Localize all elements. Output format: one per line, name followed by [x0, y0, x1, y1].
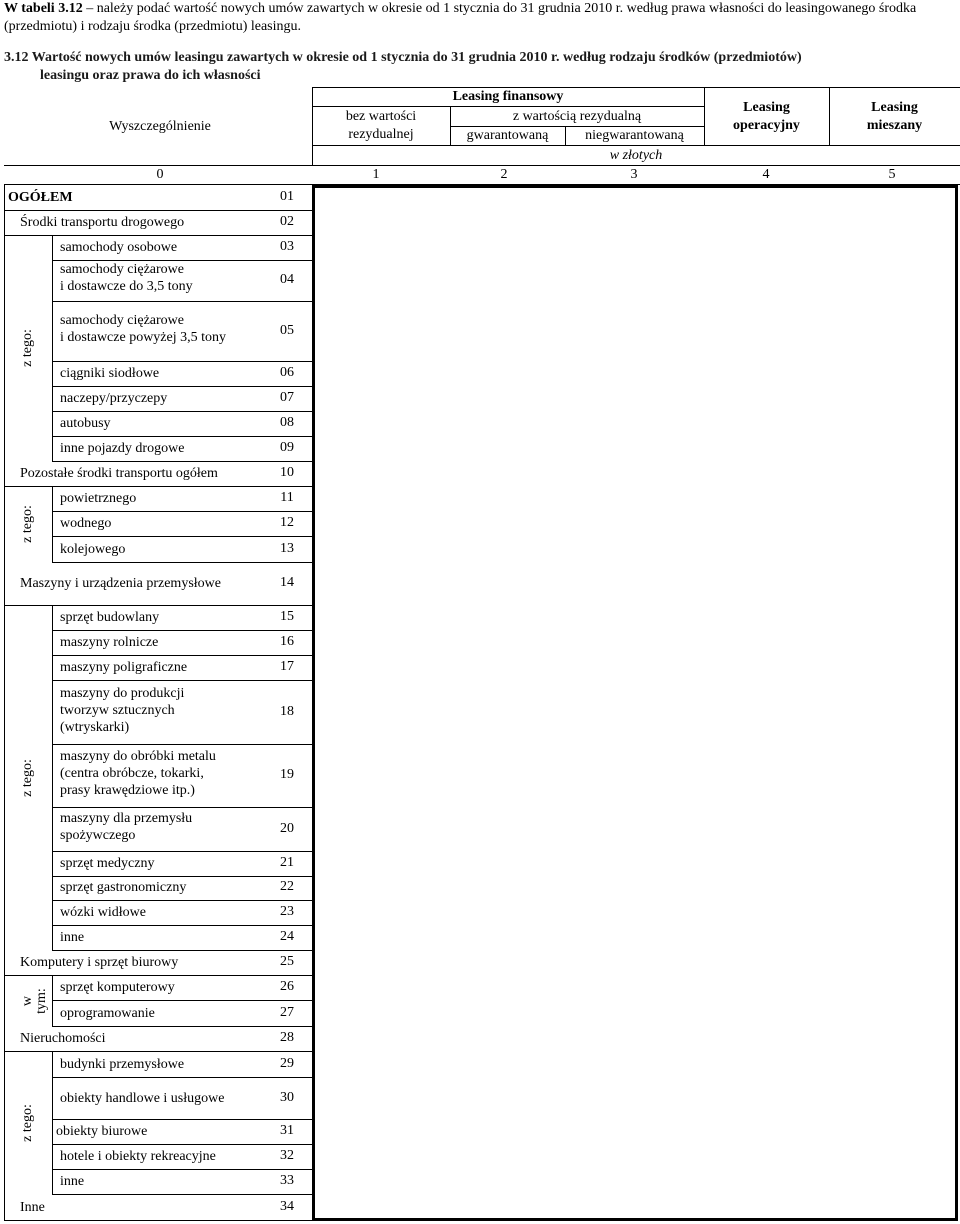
- row-separator: [52, 1077, 312, 1078]
- row-separator: [52, 680, 312, 681]
- row-separator: [4, 235, 312, 236]
- col-5: 5: [888, 167, 896, 182]
- header-leasing-fin: Leasing finansowy: [452, 89, 564, 104]
- row-separator: [52, 851, 312, 852]
- row-label: oprogramowanie: [60, 1005, 155, 1021]
- row-number: 03: [280, 239, 294, 254]
- row-separator: [52, 900, 312, 901]
- row-separator: [52, 655, 312, 656]
- row-separator: [52, 461, 312, 462]
- bottom-border: [4, 1220, 312, 1221]
- row-label: (centra obróbcze, tokarki,: [60, 766, 204, 781]
- col-3: 3: [630, 167, 638, 182]
- row-number: 11: [280, 490, 294, 505]
- row-label: prasy krawędziowe itp.): [60, 783, 195, 798]
- row-label: samochody ciężarowe: [60, 262, 184, 277]
- row-number: 18: [280, 703, 294, 719]
- table-title: [4, 49, 954, 85]
- row-separator: [52, 511, 312, 512]
- row-separator: [52, 744, 312, 745]
- row-number: 12: [280, 515, 294, 530]
- row-number: 16: [280, 634, 294, 649]
- row-number: 06: [280, 365, 294, 380]
- row-separator: [4, 486, 312, 487]
- row-separator: [52, 386, 312, 387]
- row-label: sprzęt komputerowy: [60, 980, 175, 995]
- row-number: 27: [280, 1004, 294, 1020]
- row-label: Pozostałe środki transportu ogółem: [20, 466, 218, 481]
- row-label: wodnego: [60, 516, 112, 531]
- row-label: wózki widłowe: [60, 905, 146, 920]
- group-label-tym: tym:: [34, 987, 49, 1014]
- row-number: 32: [280, 1148, 294, 1163]
- header-bez2: rezydualnej: [348, 127, 414, 142]
- row-separator: [52, 411, 312, 412]
- header-mies1: Leasing: [871, 100, 918, 115]
- row-separator: [52, 876, 312, 877]
- row-number: 26: [280, 979, 294, 994]
- row-number: 08: [280, 415, 294, 430]
- row-separator: [52, 1144, 312, 1145]
- row-label: (wtryskarki): [60, 719, 130, 735]
- row-label: sprzęt medyczny: [60, 856, 155, 871]
- header-bottom-line: [312, 145, 960, 146]
- row-number: 17: [280, 659, 294, 674]
- row-separator: [52, 436, 312, 437]
- group-divider: [52, 1051, 53, 1194]
- row-number: 10: [280, 465, 294, 480]
- header-gwar: gwarantowaną: [466, 128, 549, 143]
- row-label: sprzęt gastronomiczny: [60, 880, 187, 895]
- row-separator: [52, 1169, 312, 1170]
- row-separator: [4, 1051, 312, 1052]
- group-divider: [52, 235, 53, 461]
- row-number: 22: [280, 879, 294, 894]
- col-0: 0: [156, 167, 164, 182]
- group-divider: [52, 605, 53, 950]
- row-label: obiekty biurowe: [56, 1124, 148, 1139]
- row-label: budynki przemysłowe: [60, 1056, 185, 1072]
- group-divider: [52, 486, 53, 562]
- group-label-z-tego: z tego:: [20, 1103, 35, 1142]
- row-number: 34: [280, 1198, 294, 1214]
- row-label: kolejowego: [60, 541, 126, 557]
- row-label: i dostawcze do 3,5 tony: [60, 279, 193, 294]
- row-number: 28: [280, 1030, 294, 1045]
- header-oper1: Leasing: [743, 100, 790, 115]
- row-number: 23: [280, 904, 294, 919]
- row-label: hotele i obiekty rekreacyjne: [60, 1149, 216, 1164]
- row-number: 01: [280, 189, 294, 204]
- row-label: Inne: [20, 1199, 45, 1215]
- row-label: Środki transportu drogowego: [20, 215, 185, 230]
- header-niegwar: niegwarantowaną: [585, 128, 684, 143]
- row-label: inne: [60, 930, 85, 945]
- row-number: 04: [280, 271, 294, 287]
- row-separator: [52, 1194, 312, 1195]
- row-label: obiekty handlowe i usługowe: [60, 1090, 225, 1106]
- row-separator: [4, 975, 312, 976]
- row-separator: [52, 536, 312, 537]
- row-number: 02: [280, 214, 294, 229]
- row-number: 15: [280, 609, 294, 624]
- group-label-w: w: [20, 995, 35, 1006]
- row-number: 05: [280, 322, 294, 338]
- row-label: maszyny rolnicze: [60, 635, 159, 650]
- row-number: 25: [280, 954, 294, 969]
- row-number: 21: [280, 855, 294, 870]
- col-1: 1: [372, 167, 380, 182]
- row-separator: [52, 807, 312, 808]
- header-oper2: operacyjny: [733, 118, 800, 133]
- row-separator: [52, 925, 312, 926]
- row-number: 14: [280, 575, 294, 590]
- title-line2: leasingu oraz prawa do ich własności: [40, 68, 261, 83]
- title-line1: 3.12 Wartość nowych umów leasingu zawartych w okresie od 1 stycznia do 31 grudnia 2010 r. według rodzaju środków (przedmiotów): [4, 50, 802, 65]
- group-label-z-tego: z tego:: [20, 758, 35, 797]
- row-separator: [4, 210, 312, 211]
- row-separator: [52, 361, 312, 362]
- row-label: samochody osobowe: [60, 240, 178, 255]
- row-separator: [52, 562, 312, 563]
- header-zwart: z wartością rezydualną: [512, 109, 642, 124]
- intro-paragraph: [4, 0, 954, 36]
- row-label: autobusy: [60, 416, 111, 431]
- row-number: 13: [280, 540, 294, 556]
- intro-bold: W tabeli 3.12: [4, 1, 83, 16]
- row-number: 29: [280, 1055, 294, 1071]
- group-label-z-tego: z tego:: [20, 505, 35, 543]
- row-label: naczepy/przyczepy: [60, 391, 168, 406]
- row-label: maszyny do produkcji: [60, 685, 185, 701]
- group-divider: [52, 975, 53, 1026]
- row-label: sprzęt budowlany: [60, 610, 160, 625]
- row-separator: [52, 1026, 312, 1027]
- row-label: maszyny dla przemysłu: [60, 811, 193, 826]
- row-label: Komputery i sprzęt biurowy: [20, 955, 179, 970]
- row-label: Maszyny i urządzenia przemysłowe: [20, 576, 221, 591]
- header-mies2: mieszany: [866, 118, 923, 133]
- header-lf-line: [312, 106, 704, 107]
- intro-text: – należy podać wartość nowych umów zawartych w okresie od 1 stycznia do 31 grudnia 2010 r. według prawa własności do leasingowanego środka (przedmiotu) i rodzaju środka (przedmiotu) leasingu.: [4, 1, 917, 34]
- header-bez1: bez wartości: [345, 109, 417, 124]
- group-label-z-tego: z tego:: [20, 329, 35, 367]
- row-separator: [52, 630, 312, 631]
- row-label: maszyny poligraficzne: [60, 660, 188, 675]
- col-2: 2: [500, 167, 508, 182]
- row-label: i dostawcze powyżej 3,5 tony: [60, 330, 227, 345]
- row-number: 07: [280, 390, 294, 405]
- row-number: 09: [280, 440, 294, 455]
- row-separator: [52, 301, 312, 302]
- data-entry-area[interactable]: [312, 185, 958, 1221]
- row-separator: [52, 1119, 312, 1120]
- row-label: inne: [60, 1174, 85, 1189]
- row-number: 33: [280, 1173, 294, 1188]
- row-label: tworzyw sztucznych: [60, 702, 175, 718]
- row-number: 24: [280, 929, 294, 944]
- col-4: 4: [762, 167, 770, 182]
- row-separator: [4, 605, 312, 606]
- row-separator: [52, 950, 312, 951]
- row-number: 19: [280, 767, 294, 782]
- left-border: [4, 185, 5, 1221]
- row-label: ciągniki siodłowe: [60, 366, 160, 381]
- row-label: Nieruchomości: [20, 1031, 106, 1046]
- row-label: powietrznego: [60, 491, 137, 506]
- row-label: maszyny do obróbki metalu: [60, 749, 216, 764]
- header-desc: Wyszczególnienie: [109, 119, 211, 134]
- row-number: 30: [280, 1089, 294, 1105]
- row-label: spożywczego: [60, 828, 136, 843]
- row-label: inne pojazdy drogowe: [60, 441, 185, 456]
- row-label: samochody ciężarowe: [60, 313, 184, 328]
- header-unit: w złotych: [609, 148, 663, 163]
- row-separator: [52, 1000, 312, 1001]
- row-number: 31: [280, 1123, 294, 1138]
- row-number: 20: [280, 820, 294, 836]
- row-label: OGÓŁEM: [8, 190, 73, 205]
